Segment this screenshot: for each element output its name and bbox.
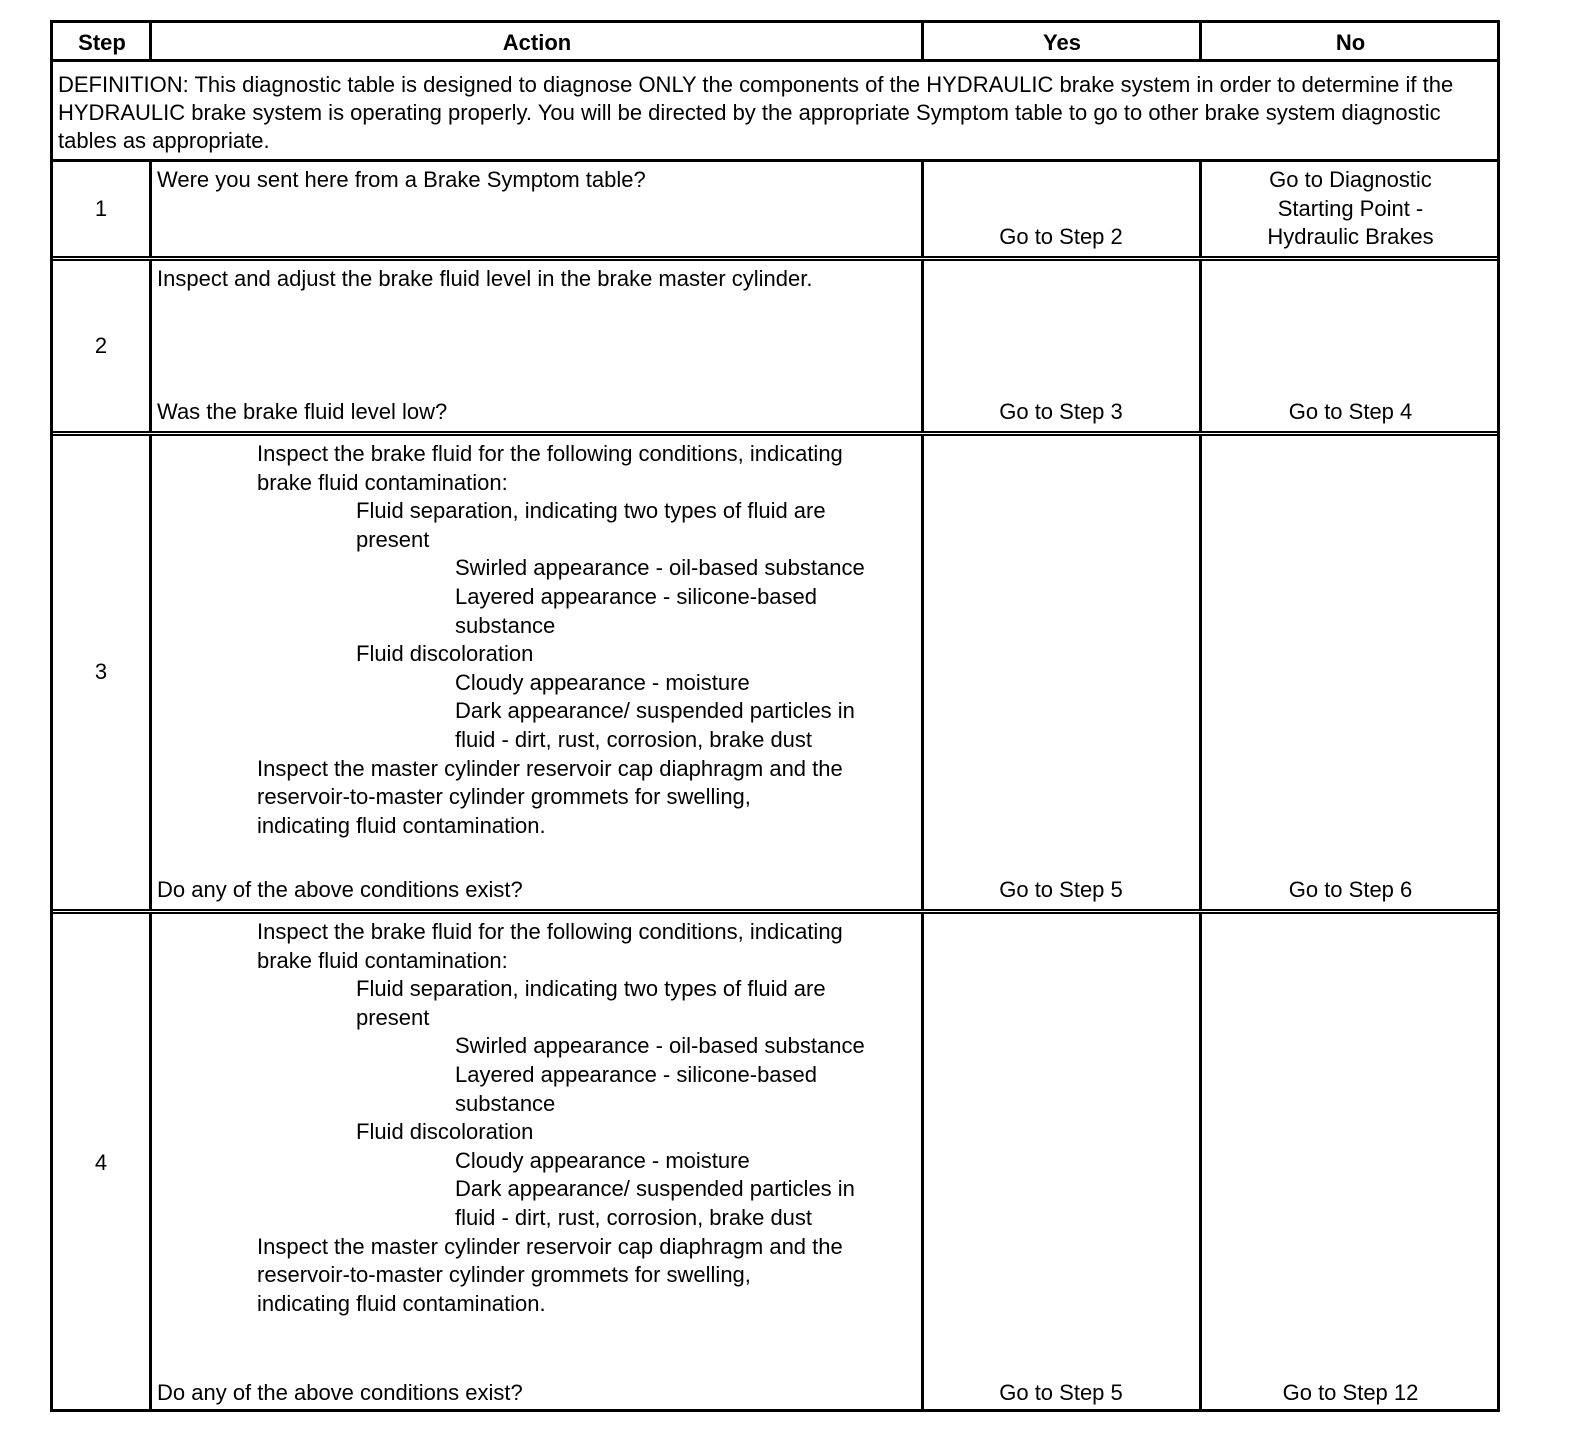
action-line: Cloudy appearance - moisture <box>455 669 750 695</box>
step-question: Was the brake fluid level low? <box>157 399 448 425</box>
action-line: Inspect the master cylinder reservoir cap diaphragm and the <box>257 1233 843 1259</box>
action-line: reservoir-to-master cylinder grommets for swelling, <box>257 784 751 810</box>
step-row-4 <box>53 914 1497 1412</box>
step-row-3 <box>53 436 1497 909</box>
action-line: Cloudy appearance - moisture <box>455 1147 750 1173</box>
yes-action <box>923 436 1199 909</box>
yes-action <box>923 162 1199 256</box>
yes-action-text: Go to Step 3 <box>999 399 1123 425</box>
action-line: present <box>356 1004 430 1030</box>
diagnostic-table <box>50 20 1500 1412</box>
action-line: fluid - dirt, rust, corrosion, brake dust <box>455 1204 813 1230</box>
step-number: 4 <box>94 1149 108 1175</box>
action-line: Layered appearance - silicone-based <box>455 1061 818 1087</box>
action-line: Layered appearance - silicone-based <box>455 583 818 609</box>
no-action-text: Go to Step 4 <box>1288 399 1413 425</box>
no-action-line: Go to Diagnostic <box>1269 167 1432 192</box>
action-line: Inspect the master cylinder reservoir cap diaphragm and the <box>257 755 843 781</box>
action-line: substance <box>455 612 556 638</box>
action-line: brake fluid contamination: <box>257 469 508 495</box>
no-action-line: Starting Point - <box>1277 195 1424 221</box>
step-row-2 <box>53 261 1497 431</box>
no-action <box>1201 914 1500 1412</box>
no-action <box>1201 261 1500 431</box>
action-line: Inspect the brake fluid for the following conditions, indicating <box>257 919 843 944</box>
step-action <box>151 436 921 909</box>
step-question: Do any of the above conditions exist? <box>157 877 523 903</box>
action-line: substance <box>455 1090 556 1116</box>
action-line: Inspect the brake fluid for the following conditions, indicating <box>257 441 843 466</box>
action-line: Swirled appearance - oil-based substance <box>455 1033 865 1059</box>
action-line: Swirled appearance - oil-based substance <box>455 555 865 581</box>
header-action: Action <box>502 30 572 55</box>
step-number: 1 <box>94 195 108 221</box>
action-line: Fluid discoloration <box>356 641 534 667</box>
yes-action-text: Go to Step 5 <box>999 877 1123 903</box>
action-line: Fluid separation, indicating two types of fluid are <box>356 976 826 1002</box>
yes-action <box>923 261 1199 431</box>
step-question: Do any of the above conditions exist? <box>157 1380 523 1406</box>
step-row-1 <box>53 162 1497 256</box>
action-line: present <box>356 526 430 552</box>
action-line: Dark appearance/ suspended particles in <box>455 1176 855 1202</box>
step-instruction: Inspect and adjust the brake fluid level in the brake master cylinder. <box>157 266 813 291</box>
definition-text: DEFINITION: This diagnostic table is designed to diagnose ONLY the components of the HYDRAULIC brake system in order to determine if the HYDRAULIC brake system is operating properly. You will be directed by the appropriate Symptom table to go to other brake system diagnostic tables as appropriate. <box>58 72 1454 153</box>
no-action-text: Go to Step 6 <box>1288 877 1413 903</box>
action-line: indicating fluid contamination. <box>257 812 546 838</box>
header-yes: Yes <box>1043 30 1081 55</box>
step-number: 2 <box>94 332 108 358</box>
definition-row <box>53 62 1497 160</box>
action-line: brake fluid contamination: <box>257 947 508 973</box>
action-line: fluid - dirt, rust, corrosion, brake dust <box>455 726 813 752</box>
step-question: Were you sent here from a Brake Symptom table? <box>157 167 646 192</box>
header-no: No <box>1335 30 1366 55</box>
yes-action <box>923 914 1199 1412</box>
action-line: Fluid discoloration <box>356 1119 534 1145</box>
header-step: Step <box>78 30 126 55</box>
step-action <box>151 261 921 431</box>
step-action <box>151 914 921 1412</box>
no-action <box>1201 162 1500 256</box>
action-line: Dark appearance/ suspended particles in <box>455 698 855 724</box>
step-number: 3 <box>94 659 108 685</box>
header-row <box>53 23 1497 61</box>
action-line: Fluid separation, indicating two types of fluid are <box>356 498 826 524</box>
action-line: indicating fluid contamination. <box>257 1290 546 1316</box>
yes-action-text: Go to Step 2 <box>999 224 1123 250</box>
no-action <box>1201 436 1500 909</box>
action-line: reservoir-to-master cylinder grommets for swelling, <box>257 1262 751 1288</box>
no-action-line: Hydraulic Brakes <box>1267 224 1434 250</box>
no-action-text: Go to Step 12 <box>1282 1380 1419 1406</box>
yes-action-text: Go to Step 5 <box>999 1380 1123 1406</box>
